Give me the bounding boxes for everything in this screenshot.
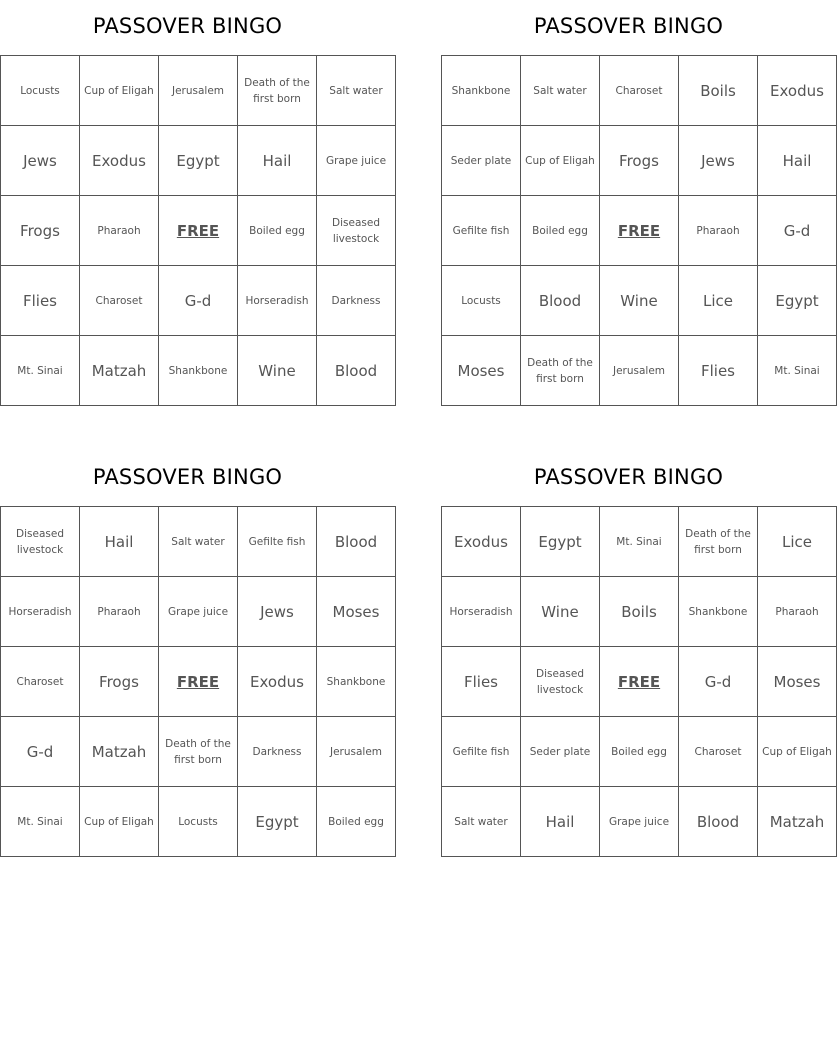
bingo-cell: Blood: [317, 507, 396, 577]
bingo-row: [442, 196, 837, 266]
bingo-row: [442, 266, 837, 336]
bingo-cell: Cup of Eligah: [80, 787, 159, 857]
bingo-cell: Hail: [521, 787, 600, 857]
bingo-cell: Jews: [238, 577, 317, 647]
bingo-cell: Mt. Sinai: [758, 336, 837, 406]
bingo-cell: Jerusalem: [317, 717, 396, 787]
bingo-cell: Exodus: [442, 507, 521, 577]
bingo-cell: Mt. Sinai: [600, 507, 679, 577]
bingo-cell: Charoset: [679, 717, 758, 787]
bingo-cell: Matzah: [80, 336, 159, 406]
bingo-cell: Egypt: [521, 507, 600, 577]
bingo-cell: Salt water: [521, 56, 600, 126]
bingo-grid: [0, 506, 396, 857]
bingo-cell: Salt water: [442, 787, 521, 857]
bingo-cell: Jews: [1, 126, 80, 196]
bingo-cell: Hail: [238, 126, 317, 196]
bingo-cell: Boils: [679, 56, 758, 126]
bingo-cell: Hail: [80, 507, 159, 577]
bingo-cell: Exodus: [758, 56, 837, 126]
bingo-row: [442, 56, 837, 126]
bingo-cell: Boiled egg: [317, 787, 396, 857]
bingo-cell: Shankbone: [317, 647, 396, 717]
bingo-row: [1, 196, 396, 266]
bingo-cell: Gefilte fish: [238, 507, 317, 577]
bingo-cell: Horseradish: [238, 266, 317, 336]
bingo-cell: Diseased livestock: [1, 507, 80, 577]
bingo-cell: Boiled egg: [521, 196, 600, 266]
bingo-cell: Flies: [442, 647, 521, 717]
bingo-cell: Charoset: [1, 647, 80, 717]
bingo-cell: Pharaoh: [80, 196, 159, 266]
bingo-grid: [441, 55, 837, 406]
bingo-row: [1, 787, 396, 857]
bingo-cell: Gefilte fish: [442, 196, 521, 266]
bingo-cell: Darkness: [317, 266, 396, 336]
bingo-cell: Diseased livestock: [317, 196, 396, 266]
bingo-cell: Lice: [758, 507, 837, 577]
bingo-row: [442, 577, 837, 647]
bingo-cell: Boiled egg: [600, 717, 679, 787]
bingo-cell: Pharaoh: [80, 577, 159, 647]
bingo-cell: G-d: [758, 196, 837, 266]
bingo-row: [442, 126, 837, 196]
bingo-cell: Moses: [317, 577, 396, 647]
bingo-cell: Grape juice: [159, 577, 238, 647]
bingo-cell: Jews: [679, 126, 758, 196]
card-title: PASSOVER BINGO: [92, 465, 283, 489]
bingo-row: [442, 336, 837, 406]
bingo-cell: Moses: [442, 336, 521, 406]
bingo-row: [442, 647, 837, 717]
bingo-cell: Diseased livestock: [521, 647, 600, 717]
card-title: PASSOVER BINGO: [533, 14, 724, 38]
bingo-cell: Matzah: [80, 717, 159, 787]
bingo-cell: Locusts: [442, 266, 521, 336]
bingo-cell: Egypt: [238, 787, 317, 857]
bingo-cell: Death of the first born: [521, 336, 600, 406]
bingo-cell: Death of the first born: [679, 507, 758, 577]
bingo-cell: Wine: [600, 266, 679, 336]
bingo-cell: Pharaoh: [758, 577, 837, 647]
bingo-row: [442, 787, 837, 857]
bingo-cell: G-d: [679, 647, 758, 717]
bingo-cell: Jerusalem: [159, 56, 238, 126]
bingo-cell: Wine: [238, 336, 317, 406]
bingo-cell: Jerusalem: [600, 336, 679, 406]
card-title: PASSOVER BINGO: [533, 465, 724, 489]
bingo-cell: Mt. Sinai: [1, 336, 80, 406]
bingo-cell: G-d: [159, 266, 238, 336]
bingo-cell: Seder plate: [442, 126, 521, 196]
bingo-cell: Lice: [679, 266, 758, 336]
bingo-cell: Death of the first born: [238, 56, 317, 126]
bingo-cell: Hail: [758, 126, 837, 196]
bingo-cell: Blood: [521, 266, 600, 336]
bingo-cell: Wine: [521, 577, 600, 647]
bingo-cell: Grape juice: [317, 126, 396, 196]
bingo-cell: Charoset: [80, 266, 159, 336]
bingo-cell: Frogs: [80, 647, 159, 717]
bingo-cell: Salt water: [317, 56, 396, 126]
free-space-cell: FREE: [159, 196, 238, 266]
bingo-row: [1, 647, 396, 717]
bingo-cell: Flies: [1, 266, 80, 336]
bingo-cell: Shankbone: [442, 56, 521, 126]
bingo-cell: Blood: [317, 336, 396, 406]
bingo-row: [1, 336, 396, 406]
bingo-row: [1, 577, 396, 647]
bingo-cell: Salt water: [159, 507, 238, 577]
bingo-cell: G-d: [1, 717, 80, 787]
bingo-cell: Horseradish: [1, 577, 80, 647]
bingo-cell: Boiled egg: [238, 196, 317, 266]
bingo-cell: Exodus: [80, 126, 159, 196]
bingo-cell: Cup of Eligah: [521, 126, 600, 196]
bingo-cell: Egypt: [758, 266, 837, 336]
free-space-cell: FREE: [159, 647, 238, 717]
free-space-cell: FREE: [600, 196, 679, 266]
bingo-cell: Frogs: [1, 196, 80, 266]
bingo-cell: Moses: [758, 647, 837, 717]
bingo-cell: Seder plate: [521, 717, 600, 787]
bingo-grid: [0, 55, 396, 406]
bingo-row: [1, 56, 396, 126]
bingo-grid: [441, 506, 837, 857]
bingo-cell: Horseradish: [442, 577, 521, 647]
bingo-cell: Gefilte fish: [442, 717, 521, 787]
bingo-cell: Shankbone: [679, 577, 758, 647]
bingo-cell: Darkness: [238, 717, 317, 787]
bingo-cell: Mt. Sinai: [1, 787, 80, 857]
bingo-cell: Cup of Eligah: [758, 717, 837, 787]
free-space-cell: FREE: [600, 647, 679, 717]
bingo-cell: Exodus: [238, 647, 317, 717]
bingo-cell: Death of the first born: [159, 717, 238, 787]
bingo-row: [442, 717, 837, 787]
bingo-row: [1, 717, 396, 787]
bingo-row: [1, 507, 396, 577]
bingo-cell: Cup of Eligah: [80, 56, 159, 126]
bingo-cell: Flies: [679, 336, 758, 406]
bingo-cell: Locusts: [159, 787, 238, 857]
bingo-cell: Egypt: [159, 126, 238, 196]
bingo-row: [442, 507, 837, 577]
bingo-cell: Shankbone: [159, 336, 238, 406]
card-title: PASSOVER BINGO: [92, 14, 283, 38]
bingo-cell: Frogs: [600, 126, 679, 196]
bingo-cell: Matzah: [758, 787, 837, 857]
bingo-cell: Boils: [600, 577, 679, 647]
bingo-row: [1, 126, 396, 196]
bingo-cell: Grape juice: [600, 787, 679, 857]
bingo-cell: Pharaoh: [679, 196, 758, 266]
bingo-cell: Blood: [679, 787, 758, 857]
bingo-row: [1, 266, 396, 336]
bingo-cell: Locusts: [1, 56, 80, 126]
bingo-cell: Charoset: [600, 56, 679, 126]
